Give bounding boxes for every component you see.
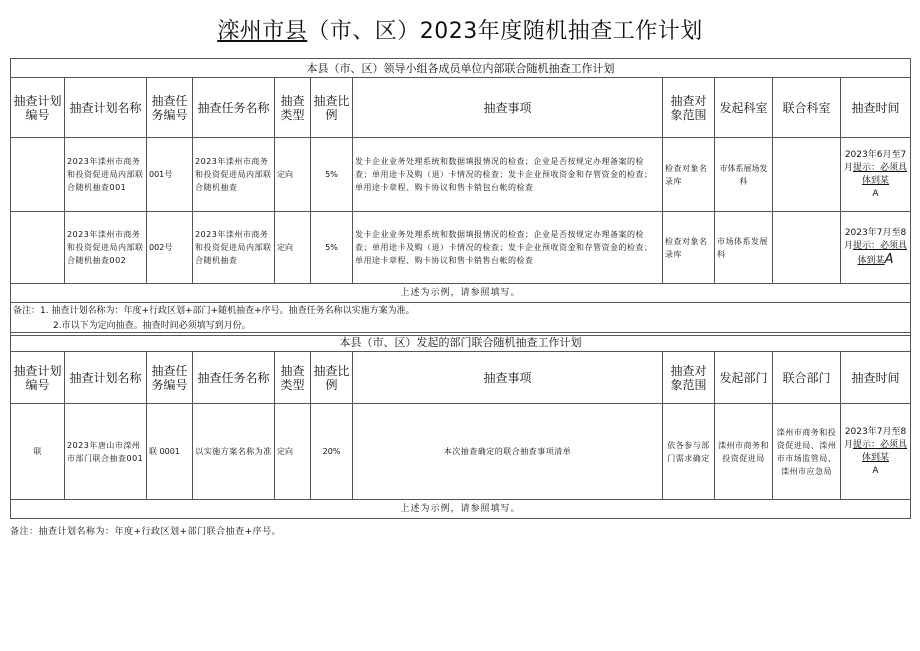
check-scope: 检查对象名录库: [663, 138, 715, 212]
header-task-no: 抽查任务编号: [147, 78, 193, 138]
header-plan-no: 抽查计划编号: [11, 78, 65, 138]
header-ratio: 抽查比例: [311, 78, 353, 138]
header-joint: 联合科室: [773, 78, 841, 138]
plan-no: [11, 138, 65, 212]
check-type: 定向: [275, 138, 311, 212]
check-scope: 依各参与部门需求确定: [663, 404, 715, 500]
note-line-1: 备注：1. 抽查计划名称为：年度+行政区划+部门+随机抽查+序号。抽查任务名称以实施方案为准。: [13, 306, 415, 316]
check-scope: 检查对象名录库: [663, 212, 715, 284]
header-plan-name: 抽查计划名称: [65, 352, 147, 404]
header-task-name: 抽查任务名称: [193, 352, 275, 404]
department-plan-table: [10, 332, 911, 519]
section2-title: 本县（市、区）发起的部门联合随机抽查工作计划: [11, 333, 911, 352]
joint: [773, 138, 841, 212]
header-type: 抽查类型: [275, 78, 311, 138]
check-ratio: 5%: [311, 212, 353, 284]
header-type: 抽查类型: [275, 352, 311, 404]
task-no: 联 0001: [147, 404, 193, 500]
section1-footer: 上述为示例，请参照填写。: [11, 284, 911, 303]
check-items: 本次抽查确定的联合抽查事项清单: [353, 404, 663, 500]
table-row: [11, 138, 911, 212]
section1-title: 本县（市、区）领导小组各成员单位内部联合随机抽查工作计划: [11, 59, 911, 78]
plan-no: 联: [11, 404, 65, 500]
check-type: 定向: [275, 404, 311, 500]
joint-dept: 滦州市商务和投资促进局、滦州市市场监管局、滦州市应急局: [773, 404, 841, 500]
check-ratio: 5%: [311, 138, 353, 212]
initiator: 市体系展场发科: [715, 138, 773, 212]
header-scope: 抽查对象范围: [663, 352, 715, 404]
header-plan-no: 抽查计划编号: [11, 352, 65, 404]
time-hint: 提示：必须具体到某: [853, 162, 908, 186]
check-time: [841, 138, 911, 212]
plan-name: 2023年滦州市商务和投资促进局内部联合随机抽查002: [65, 212, 147, 284]
header-task-name: 抽查任务名称: [193, 78, 275, 138]
title-underlined: 滦州市县: [217, 19, 308, 44]
check-time: [841, 212, 911, 284]
time-hint: 提示：必须具体到某: [853, 439, 908, 463]
joint: [773, 212, 841, 284]
header-plan-name: 抽查计划名称: [65, 78, 147, 138]
table-row: [11, 404, 911, 500]
initiator-dept: 滦州市商务和投资促进局: [715, 404, 773, 500]
check-items: 发卡企业业务处理系统和数据填报情况的检查；企业是否按规定办理备案的检查；单用途卡及购（退）卡情况的检查；发卡企业预收资金和存管资金的检查；单用途卡章程、购卡协议和售卡销售台帐的检查: [353, 212, 663, 284]
time-range: 2023年7月至8月: [843, 426, 907, 450]
note-line-2: 2.市以下为定向抽查。抽查时间必须填写到月份。: [53, 321, 251, 331]
page-title: [0, 14, 920, 45]
plan-name: 2023年滦州市商务和投资促进局内部联合随机抽查001: [65, 138, 147, 212]
header-items: 抽查事项: [353, 78, 663, 138]
header-scope: 抽查对象范围: [663, 78, 715, 138]
header-ratio: 抽查比例: [311, 352, 353, 404]
header-task-no: 抽查任务编号: [147, 352, 193, 404]
header-joint-dept: 联合部门: [773, 352, 841, 404]
header-items: 抽查事项: [353, 352, 663, 404]
header-initiator: 发起科室: [715, 78, 773, 138]
task-name: 2023年滦州市商务和投资促进局内部联合随机抽查: [193, 212, 275, 284]
title-rest: （市、区）2023年度随机抽查工作计划: [307, 19, 703, 44]
plan-name: 2023年唐山市滦州市部门联合抽查001: [65, 404, 147, 500]
notes: [11, 303, 911, 336]
header-time: 抽查时间: [841, 352, 911, 404]
plan-no: [11, 212, 65, 284]
time-range: 2023年6月至7月: [843, 149, 907, 173]
check-items: 发卡企业业务处理系统和数据填报情况的检查；企业是否按规定办理备案的检查；单用途卡及购（退）卡情况的检查；发卡企业预收资金和存管资金的检查；单用途卡章程、购卡协议和售卡销包台帐的检查: [353, 138, 663, 212]
table-row: [11, 212, 911, 284]
task-name: 2023年滦州市商务和投资促进局内部联合随机抽查: [193, 138, 275, 212]
time-suffix: A: [872, 465, 879, 476]
header-initiator-dept: 发起部门: [715, 352, 773, 404]
section2-footer: 上述为示例，请参照填写。: [11, 500, 911, 519]
check-ratio: 20%: [311, 404, 353, 500]
task-no: 002号: [147, 212, 193, 284]
time-hint: 提示：必须具体到某: [853, 241, 908, 266]
time-suffix: A: [872, 188, 879, 199]
task-name: 以实施方案名称为准: [193, 404, 275, 500]
time-suffix: A: [884, 252, 894, 267]
bottom-note: 备注：抽查计划名称为：年度+行政区划+部门联合抽查+序号。: [10, 527, 282, 537]
check-type: 定向: [275, 212, 311, 284]
header-time: 抽查时间: [841, 78, 911, 138]
time-range: 2023年7月至8月: [843, 228, 907, 251]
internal-plan-table: [10, 58, 911, 336]
initiator: 市场体系发展科: [715, 212, 773, 284]
task-no: 001号: [147, 138, 193, 212]
check-time: [841, 404, 911, 500]
